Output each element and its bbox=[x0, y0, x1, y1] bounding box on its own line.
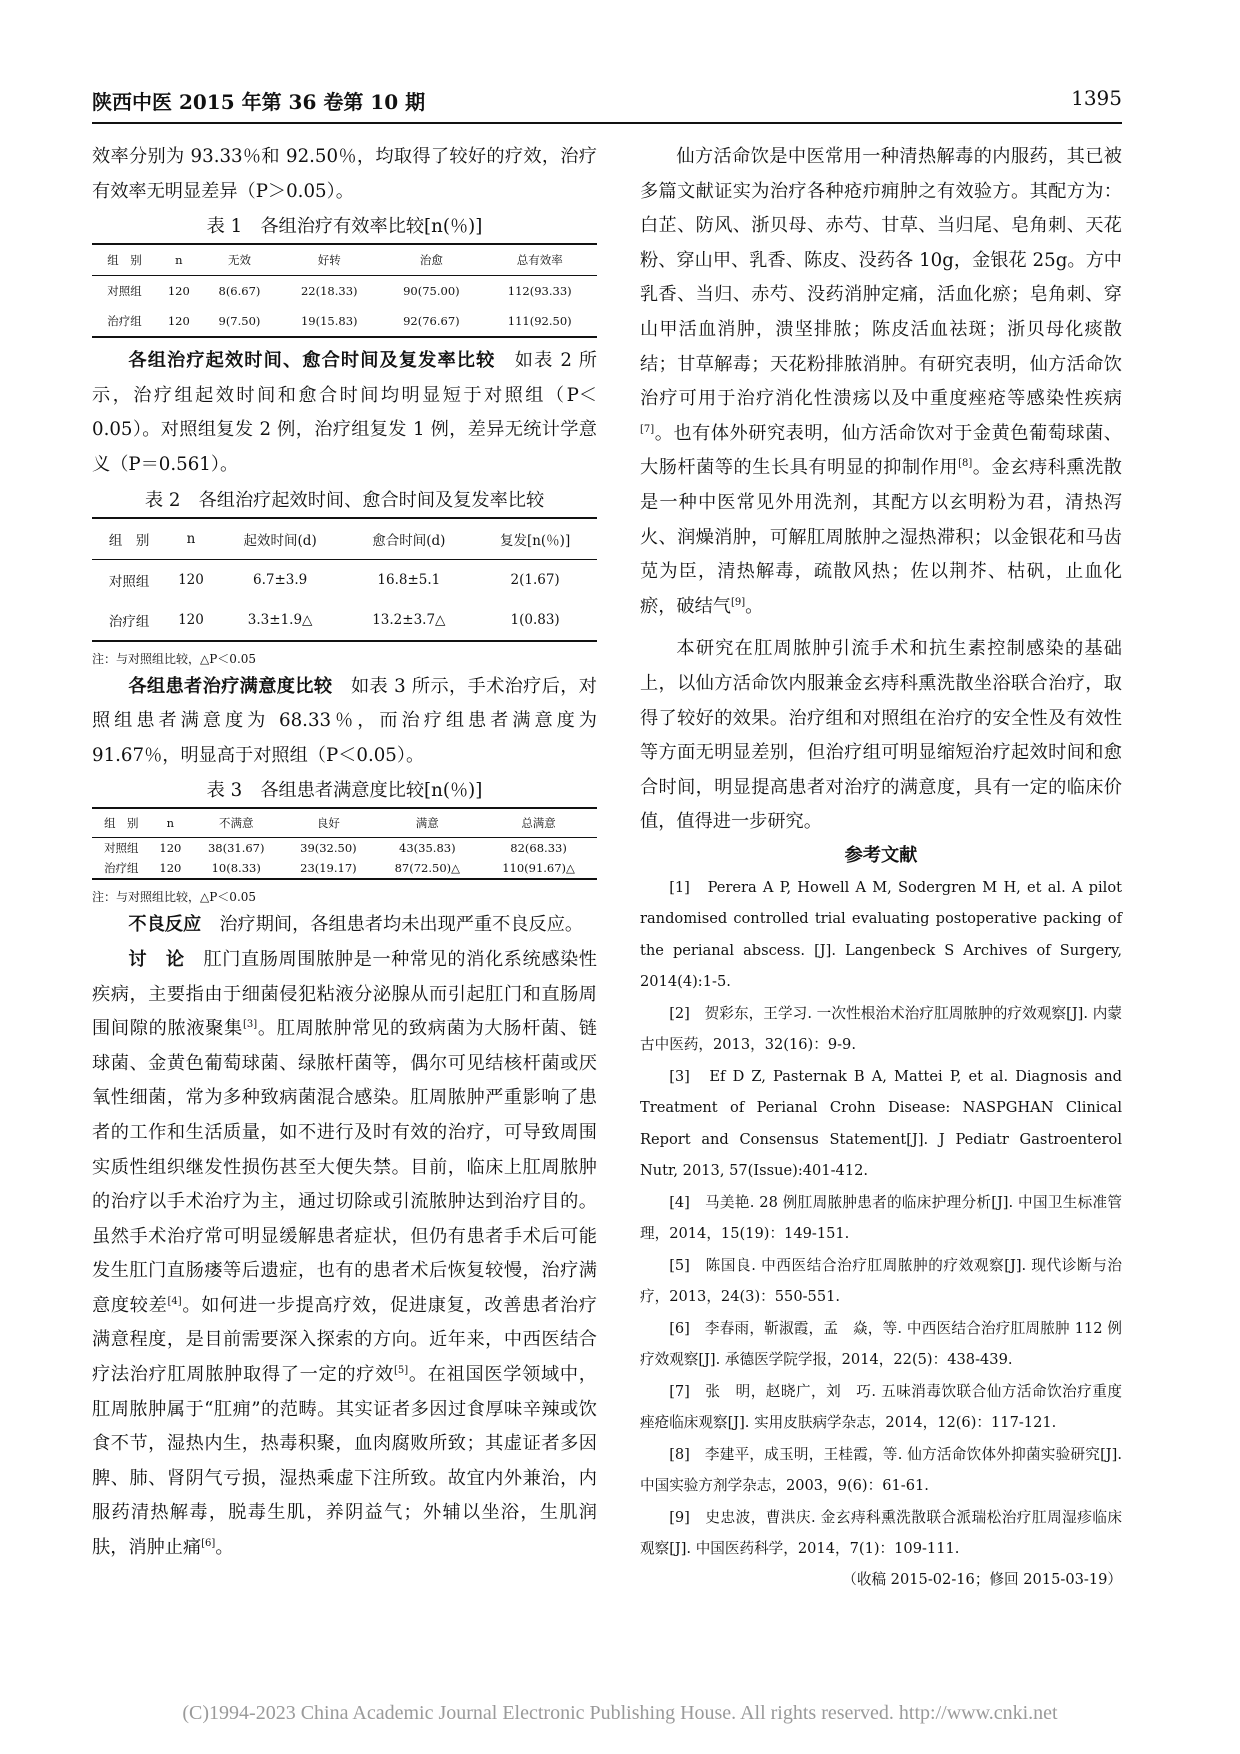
table-cell: 111(92.50) bbox=[507, 314, 572, 329]
citation: [9] bbox=[730, 596, 746, 608]
references-title: 参考文献 bbox=[844, 844, 918, 866]
table-3 bbox=[92, 775, 597, 908]
table-header-cell: 满意 bbox=[415, 816, 439, 831]
paragraph-text: 。在祖国医学领域中，肛周脓肿属于“肛痈”的范畴。其实证者多因过食厚味辛辣或饮食不节，湿热内生，热毒积聚，血肉腐败所致；其虚证者多因脾、肺、肾阴气亏损，湿热乘虚下注所致。故宜内外兼治，内服药清热解毒，脱毒生肌，养阴益气；外辅以坐浴，生肌润肤，消肿止痛 bbox=[92, 1364, 597, 1559]
table-cell: 110(91.67)△ bbox=[502, 861, 575, 876]
table-cell: 92(76.67) bbox=[403, 314, 460, 329]
paragraph-text: 。也有体外研究表明，仙方活命饮对于金黄色葡萄球菌、大肠杆菌等的生长具有明显的抑制作用 bbox=[640, 422, 1122, 479]
table-header-cell: 愈合时间(d) bbox=[372, 532, 446, 549]
reference-list bbox=[640, 872, 1122, 1565]
table-cell: 对照组 bbox=[108, 573, 150, 590]
table-row bbox=[92, 600, 597, 641]
paragraph-text: 如表 3 所示，手术治疗后，对照组患者满意度为 68.33％，而治疗组患者满意度为 91.67％，明显高于对照组（P＜0.05）。 bbox=[92, 675, 597, 766]
table-cell: 90(75.00) bbox=[403, 284, 460, 299]
table-cell: 120 bbox=[178, 611, 204, 628]
table-header-cell: 不满意 bbox=[218, 816, 254, 831]
table-1 bbox=[92, 211, 597, 338]
table-cell: 87(72.50)△ bbox=[394, 861, 460, 876]
paragraph-text: 治疗期间，各组患者均未出现严重不良反应。 bbox=[201, 914, 584, 936]
table-cell: 16.8±5.1 bbox=[377, 571, 441, 588]
table-cell: 13.2±3.7△ bbox=[372, 611, 446, 628]
adverse-reaction-paragraph bbox=[92, 908, 597, 943]
table-cell: 112(93.33) bbox=[507, 284, 572, 299]
left-column bbox=[92, 140, 597, 1566]
table-cell: 19(15.83) bbox=[300, 314, 358, 329]
table-header-row bbox=[92, 244, 597, 276]
table-2-grid bbox=[92, 517, 597, 642]
table-header-row bbox=[92, 808, 597, 838]
table-header-cell: n bbox=[186, 530, 196, 547]
table-2-caption: 表 2 各组治疗起效时间、愈合时间及复发率比较 bbox=[144, 489, 545, 511]
paragraph-text: 仙方活命饮是中医常用一种清热解毒的内服药，其已被多篇文献证实为治疗各种疮疖痈肿之有效验方。其配方为：白芷、防风、浙贝母、赤芍、甘草、当归尾、皂角刺、天花粉、穿山甲、乳香、陈皮、没药各 10g，金银花 25g。方中乳香、当归、赤芍、没药消肿定痛，活血化瘀；皂角刺、穿山甲活血消肿，溃坚排脓；陈皮活血祛斑；浙贝母化痰散结；甘草解毒；天花粉排脓消肿。有研究表明，仙方活命饮治疗可用于治疗消化性溃疡以及中重度痤疮等感染性疾病 bbox=[640, 146, 1122, 410]
table-header-cell: 治愈 bbox=[419, 253, 443, 268]
table-header-cell: 无效 bbox=[227, 253, 251, 268]
reference-item: [3] Ef D Z, Pasternak B A, Mattei P, et al. Diagnosis and Treatment of Perianal Crohn Disease: NASPGHAN Clinical Report and Consensus Statement[J]. J Pediatr Gastroenterol Nutr, 2013, 57(Issue):401-412. bbox=[640, 1067, 1122, 1180]
table-1-grid bbox=[92, 243, 597, 338]
table-header-cell: n bbox=[166, 816, 175, 831]
table-cell: 对照组 bbox=[107, 284, 142, 299]
paragraph-text: 如表 2 所示，治疗组起效时间和愈合时间均明显短于对照组（P＜0.05）。对照组复发 2 例，治疗组复发 1 例，差异无统计学意义（P＝0.561）。 bbox=[92, 350, 597, 475]
table-cell: 23(19.17) bbox=[300, 861, 357, 876]
table-cell: 38(31.67) bbox=[207, 841, 265, 856]
table-cell: 43(35.83) bbox=[399, 841, 456, 856]
table-3-caption: 表 3 各组患者满意度比较[n(％)] bbox=[206, 780, 483, 802]
reference-item: [5] 陈国良. 中西医结合治疗肛周脓肿的疗效观察[J]. 现代诊断与治疗，2013，24(3)：550-551. bbox=[640, 1256, 1122, 1306]
reference-item: [2] 贺彩东，王学习. 一次性根治术治疗肛周脓肿的疗效观察[J]. 内蒙古中医药，2013，32(16)：9-9. bbox=[640, 1004, 1122, 1054]
conclusion-paragraph: 本研究在肛周脓肿引流手术和抗生素控制感染的基础上，以仙方活命饮内服兼金玄痔科熏洗散坐浴联合治疗，取得了较好的效果。治疗组和对照组在治疗的安全性及有效性等方面无明显差别，但治疗组可明显缩短治疗起效时间和愈合时间，明显提高患者对治疗的满意度，具有一定的临床价值，值得进一步研究。 bbox=[640, 638, 1122, 833]
paragraph-text: 。 bbox=[745, 595, 764, 617]
table-cell: 治疗组 bbox=[104, 861, 139, 876]
table-header-cell: 良好 bbox=[316, 816, 340, 831]
table-3-grid bbox=[92, 807, 597, 880]
results-time-paragraph bbox=[92, 344, 597, 482]
table-cell: 治疗组 bbox=[107, 314, 142, 329]
table-cell: 120 bbox=[178, 571, 204, 588]
paragraph-text: 。金玄痔科熏洗散是一种中医常见外用洗剂，其配方以玄明粉为君，清热泻火、润燥消肿，可解肛周脓肿之湿热滞积；以金银花和马齿苋为臣，清热解毒，疏散风热；佐以荆芥、枯矾，止血化瘀，破结气 bbox=[640, 457, 1122, 617]
table-row bbox=[92, 276, 597, 307]
table-row bbox=[92, 858, 597, 879]
table-cell: 8(6.67) bbox=[218, 284, 261, 299]
reference-item: [8] 李建平，成玉明，王桂霞，等. 仙方活命饮体外抑菌实验研究[J]. 中国实验方剂学杂志，2003，9(6)：61-61. bbox=[640, 1445, 1122, 1495]
table-header-cell: 组 别 bbox=[108, 532, 150, 549]
table-header-cell: 起效时间(d) bbox=[243, 532, 317, 549]
paragraph-text: 肛门直肠周围脓肿是一种常见的消化系统感染性疾病，主要指由于细菌侵犯粘液分泌腺从而引起肛门和直肠周围间隙的脓液聚集 bbox=[92, 948, 597, 1040]
table-cell: 120 bbox=[159, 861, 182, 876]
table-cell: 1(0.83) bbox=[510, 611, 560, 628]
running-header bbox=[92, 82, 1122, 124]
table-cell: 2(1.67) bbox=[510, 571, 560, 588]
table-cell: 120 bbox=[159, 841, 182, 856]
table-1-caption: 表 1 各组治疗有效率比较[n(％)] bbox=[206, 216, 483, 238]
citation: [8] bbox=[958, 458, 973, 470]
section-lead: 各组患者治疗满意度比较 bbox=[128, 675, 333, 697]
journal-title: 陕西中医 2015 年第 36 卷第 10 期 bbox=[92, 90, 426, 114]
paragraph-text: 。如何进一步提高疗效，促进康复，改善患者治疗满意程度，是目前需要深入探索的方向。近年来，中西医结合疗法治疗肛周脓肿取得了一定的疗效 bbox=[92, 1294, 597, 1386]
reference-item: [4] 马美艳. 28 例肛周脓肿患者的临床护理分析[J]. 中国卫生标准管理，2014，15(19)：149-151. bbox=[640, 1193, 1122, 1243]
table-cell: 120 bbox=[167, 314, 190, 329]
table-cell: 82(68.33) bbox=[510, 841, 567, 856]
citation: [6] bbox=[201, 1538, 216, 1550]
table-header-cell: 好转 bbox=[317, 253, 341, 268]
formula-paragraph bbox=[640, 140, 1122, 624]
table-cell: 治疗组 bbox=[108, 613, 150, 630]
table-row bbox=[92, 559, 597, 600]
table-header-cell: 总有效率 bbox=[516, 253, 563, 268]
received-date: （收稿 2015-02-16；修回 2015-03-19） bbox=[842, 1570, 1122, 1588]
copyright-footer: (C)1994-2023 China Academic Journal Electronic Publishing House. All rights reserved. http://www.cnki.net bbox=[182, 1702, 1058, 1724]
table-cell: 9(7.50) bbox=[218, 314, 261, 329]
table-2-note: 注：与对照组比较，△P＜0.05 bbox=[92, 651, 257, 666]
table-header-cell: n bbox=[175, 253, 183, 268]
citation: [4] bbox=[167, 1295, 182, 1307]
paragraph-text: 。 bbox=[215, 1537, 234, 1559]
table-cell: 39(32.50) bbox=[300, 841, 357, 856]
right-column bbox=[640, 140, 1122, 1595]
table-row bbox=[92, 306, 597, 337]
table-header-cell: 总满意 bbox=[521, 816, 556, 831]
citation: [5] bbox=[394, 1365, 409, 1377]
table-header-cell: 复发[n(％)] bbox=[499, 532, 571, 549]
table-row bbox=[92, 838, 597, 859]
table-cell: 对照组 bbox=[104, 841, 139, 856]
page-number: 1395 bbox=[1071, 86, 1122, 110]
section-lead: 讨 论 bbox=[128, 948, 185, 970]
section-lead: 不良反应 bbox=[128, 914, 202, 936]
paragraph-text: 。肛周脓肿常见的致病菌为大肠杆菌、链球菌、金黄色葡萄球菌、绿脓杆菌等，偶尔可见结核杆菌或厌氧性细菌，常为多种致病菌混合感染。肛周脓肿严重影响了患者的工作和生活质量，如不进行及时有效的治疗，可导致周围实质性组织继发性损伤甚至大便失禁。目前，临床上肛周脓肿的治疗以手术治疗为主，通过切除或引流脓肿达到治疗目的。虽然手术治疗常可明显缓解患者症状，但仍有患者手术后可能发生肛门直肠瘘等后遗症，也有的患者术后恢复较慢，治疗满意度较差 bbox=[92, 1018, 597, 1316]
table-3-note: 注：与对照组比较，△P＜0.05 bbox=[92, 890, 257, 905]
intro-paragraph: 效率分别为 93.33％和 92.50％，均取得了较好的疗效，治疗有效率无明显差异（P＞0.05）。 bbox=[92, 146, 597, 202]
table-2 bbox=[92, 485, 597, 670]
citation: [3] bbox=[243, 1019, 258, 1031]
reference-item: [7] 张 明，赵晓广，刘 巧. 五味消毒饮联合仙方活命饮治疗重度痤疮临床观察[J]. 实用皮肤病学杂志，2014，12(6)：117-121. bbox=[640, 1382, 1122, 1432]
table-cell: 6.7±3.9 bbox=[252, 571, 308, 588]
table-cell: 22(18.33) bbox=[300, 284, 358, 299]
table-cell: 3.3±1.9△ bbox=[247, 611, 313, 628]
section-lead: 各组治疗起效时间、愈合时间及复发率比较 bbox=[128, 350, 496, 372]
reference-item: [9] 史忠波，曹洪庆. 金玄痔科熏洗散联合派瑞松治疗肛周湿疹临床观察[J]. 中国医药科学，2014，7(1)：109-111. bbox=[640, 1508, 1122, 1558]
table-header-row bbox=[92, 518, 597, 560]
reference-item: [6] 李春雨，靳淑霞，孟 焱，等. 中西医结合治疗肛周脓肿 112 例疗效观察[J]. 承德医学院学报，2014，22(5)：438-439. bbox=[640, 1319, 1122, 1369]
table-header-cell: 组 别 bbox=[107, 253, 142, 268]
reference-item: [1] Perera A P, Howell A M, Sodergren M H, et al. A pilot randomised controlled trial evaluating postoperative packing of the perianal abscess. [J]. Langenbeck S Archives of Surgery, 2014(4):1-5. bbox=[640, 878, 1122, 991]
table-header-cell: 组 别 bbox=[104, 816, 139, 831]
table-cell: 120 bbox=[167, 284, 190, 299]
results-satisfaction-paragraph bbox=[92, 670, 597, 774]
citation: [7] bbox=[640, 423, 655, 435]
discussion-paragraph bbox=[92, 943, 597, 1566]
table-cell: 10(8.33) bbox=[211, 861, 261, 876]
